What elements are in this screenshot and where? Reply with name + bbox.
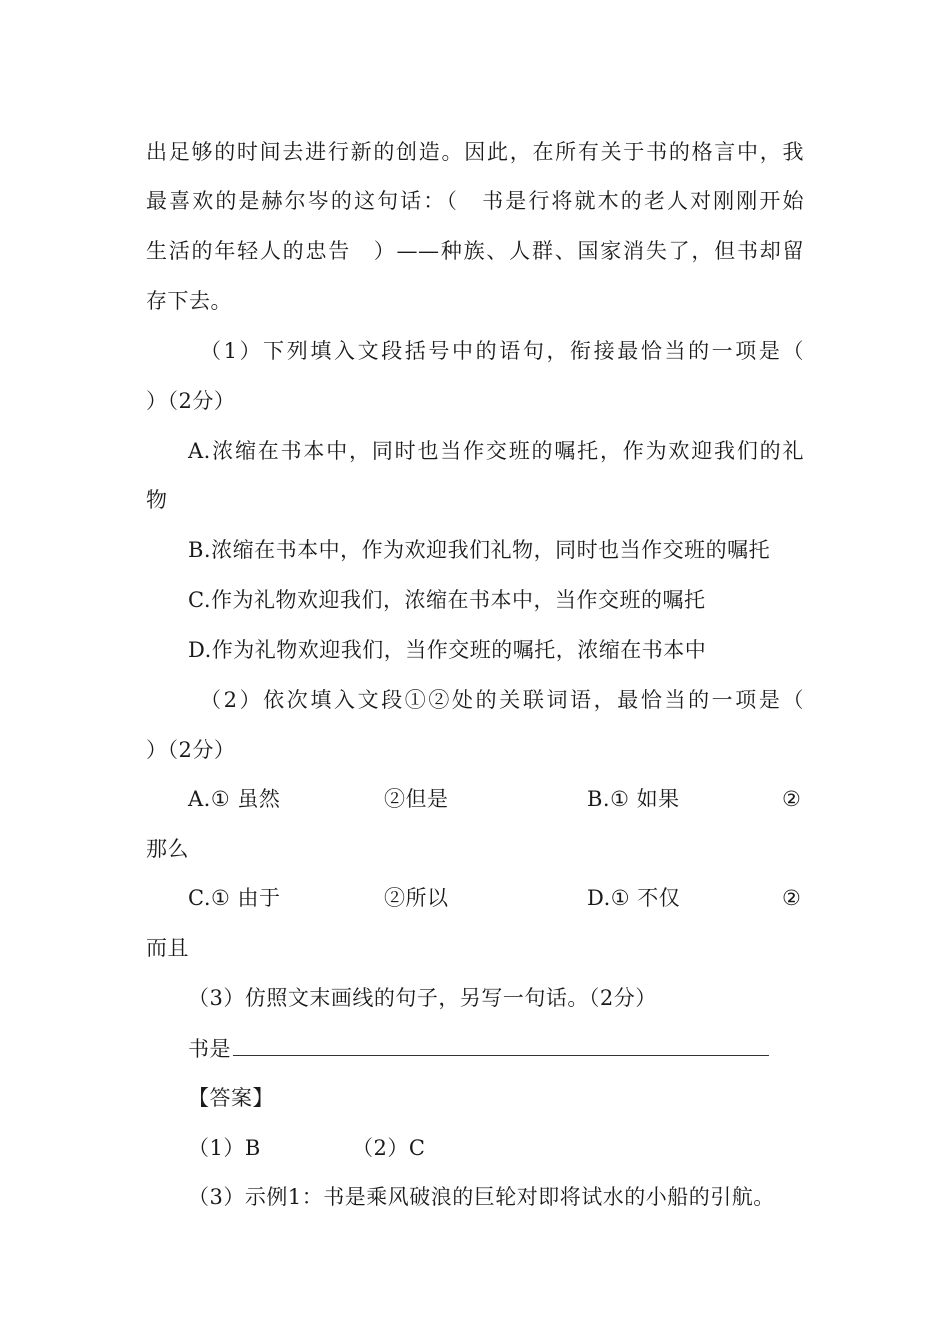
q2-option-b-first: B.① 如果 [587,787,680,811]
q1-option-b: B.浓缩在书本中，作为欢迎我们礼物，同时也当作交班的嘱托 [188,538,771,562]
q2-option-b-second: ② [782,787,802,811]
q1-option-a: A.浓缩在书本中，同时也当作交班的嘱托，作为欢迎我们的礼 [188,439,804,463]
q2-option-a-second: ②但是 [384,787,449,811]
answer-q3: （3）示例1：书是乘风破浪的巨轮对即将试水的小船的引航。 [188,1185,775,1209]
q3-stem: （3）仿照文末画线的句子，另写一句话。（2分） [188,986,657,1010]
q3-answer-line [188,1033,769,1064]
q2-option-a-first: A.① 虽然 [188,787,281,811]
q2-option-c-first: C.① 由于 [188,886,281,910]
q2-option-d-second: ② [782,886,802,910]
answer-heading: 【答案】 [188,1086,274,1110]
q3-prompt: 书是 [188,1037,231,1061]
q1-option-a-wrap: 物 [146,488,168,512]
q2-option-c-second: ②所以 [384,886,449,910]
answer-q2: （2）C [352,1136,426,1160]
q2-option-d-wrap: 而且 [146,936,189,960]
q1-option-c: C.作为礼物欢迎我们，浓缩在书本中，当作交班的嘱托 [188,588,706,612]
passage-line-4: 存下去。 [146,289,232,313]
q2-stem-wrap: ）（2分） [146,738,236,762]
q3-blank-line [233,1033,769,1056]
q1-stem: （1）下列填入文段括号中的语句，衔接最恰当的一项是（ [200,339,804,363]
q2-option-b-wrap: 那么 [146,837,189,861]
passage-line-1: 出足够的时间去进行新的创造。因此，在所有关于书的格言中，我 [146,140,804,164]
passage-line-3: 生活的年轻人的忠告 ）——种族、人群、国家消失了，但书却留 [146,239,804,263]
q2-option-d-first: D.① 不仅 [587,886,681,910]
q2-stem: （2）依次填入文段①②处的关联词语，最恰当的一项是（ [200,688,804,712]
answer-q1: （1）B [188,1136,261,1160]
q1-option-d: D.作为礼物欢迎我们，当作交班的嘱托，浓缩在书本中 [188,638,707,662]
passage-line-2: 最喜欢的是赫尔岑的这句话：（ 书是行将就木的老人对刚刚开始 [146,189,804,213]
q1-stem-wrap: ）（2分） [146,389,236,413]
